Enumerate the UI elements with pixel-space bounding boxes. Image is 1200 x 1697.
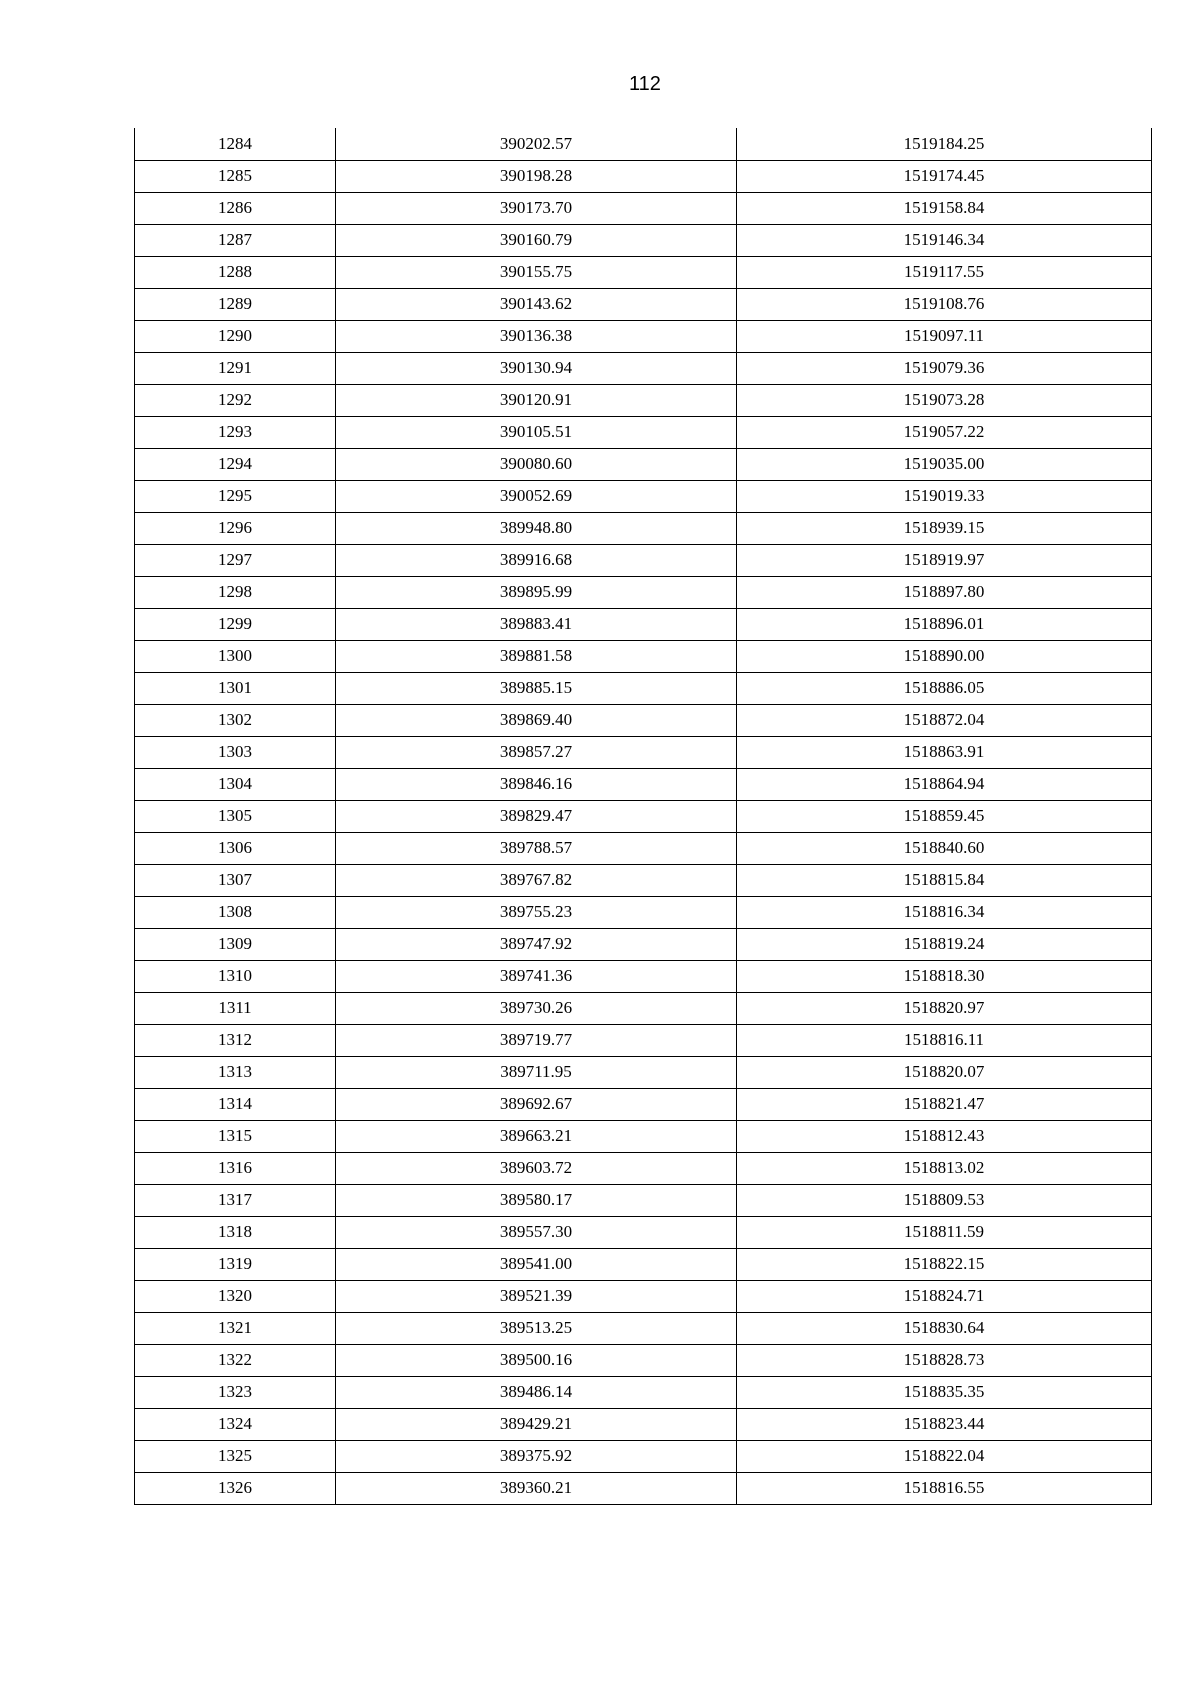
- coordinates-table: [134, 128, 1152, 1505]
- x-coordinate-cell: 389500.16: [336, 1344, 737, 1376]
- table-row: [135, 1440, 1152, 1472]
- point-number-cell: 1289: [135, 288, 336, 320]
- y-coordinate-cell: 1519146.34: [737, 224, 1152, 256]
- y-coordinate-cell: 1518822.04: [737, 1440, 1152, 1472]
- point-number-cell: 1319: [135, 1248, 336, 1280]
- y-coordinate-cell: 1518897.80: [737, 576, 1152, 608]
- table-row: [135, 1408, 1152, 1440]
- point-number-cell: 1323: [135, 1376, 336, 1408]
- x-coordinate-cell: 389360.21: [336, 1472, 737, 1504]
- x-coordinate-cell: 389429.21: [336, 1408, 737, 1440]
- point-number-cell: 1303: [135, 736, 336, 768]
- point-number-cell: 1295: [135, 480, 336, 512]
- y-coordinate-cell: 1518820.07: [737, 1056, 1152, 1088]
- table-row: [135, 1216, 1152, 1248]
- table-row: [135, 1312, 1152, 1344]
- table-row: [135, 1056, 1152, 1088]
- y-coordinate-cell: 1519117.55: [737, 256, 1152, 288]
- point-number-cell: 1285: [135, 160, 336, 192]
- x-coordinate-cell: 389711.95: [336, 1056, 737, 1088]
- x-coordinate-cell: 389747.92: [336, 928, 737, 960]
- y-coordinate-cell: 1519073.28: [737, 384, 1152, 416]
- table-row: [135, 960, 1152, 992]
- table-row: [135, 640, 1152, 672]
- x-coordinate-cell: 389788.57: [336, 832, 737, 864]
- point-number-cell: 1300: [135, 640, 336, 672]
- table-row: [135, 928, 1152, 960]
- table-row: [135, 128, 1152, 160]
- point-number-cell: 1307: [135, 864, 336, 896]
- point-number-cell: 1316: [135, 1152, 336, 1184]
- table-row: [135, 672, 1152, 704]
- point-number-cell: 1311: [135, 992, 336, 1024]
- point-number-cell: 1294: [135, 448, 336, 480]
- table-row: [135, 512, 1152, 544]
- table-row: [135, 1152, 1152, 1184]
- point-number-cell: 1302: [135, 704, 336, 736]
- table-row: [135, 352, 1152, 384]
- coordinates-table-body: [135, 128, 1152, 1504]
- y-coordinate-cell: 1519174.45: [737, 160, 1152, 192]
- x-coordinate-cell: 389869.40: [336, 704, 737, 736]
- table-row: [135, 160, 1152, 192]
- point-number-cell: 1325: [135, 1440, 336, 1472]
- x-coordinate-cell: 389513.25: [336, 1312, 737, 1344]
- point-number-cell: 1315: [135, 1120, 336, 1152]
- table-row: [135, 448, 1152, 480]
- table-row: [135, 1184, 1152, 1216]
- table-row: [135, 320, 1152, 352]
- table-row: [135, 832, 1152, 864]
- point-number-cell: 1288: [135, 256, 336, 288]
- x-coordinate-cell: 389846.16: [336, 768, 737, 800]
- y-coordinate-cell: 1518840.60: [737, 832, 1152, 864]
- point-number-cell: 1308: [135, 896, 336, 928]
- x-coordinate-cell: 389948.80: [336, 512, 737, 544]
- y-coordinate-cell: 1518824.71: [737, 1280, 1152, 1312]
- point-number-cell: 1326: [135, 1472, 336, 1504]
- y-coordinate-cell: 1518828.73: [737, 1344, 1152, 1376]
- y-coordinate-cell: 1518939.15: [737, 512, 1152, 544]
- x-coordinate-cell: 390202.57: [336, 128, 737, 160]
- y-coordinate-cell: 1518896.01: [737, 608, 1152, 640]
- point-number-cell: 1304: [135, 768, 336, 800]
- x-coordinate-cell: 390143.62: [336, 288, 737, 320]
- y-coordinate-cell: 1518818.30: [737, 960, 1152, 992]
- point-number-cell: 1313: [135, 1056, 336, 1088]
- point-number-cell: 1297: [135, 544, 336, 576]
- y-coordinate-cell: 1518812.43: [737, 1120, 1152, 1152]
- table-row: [135, 1248, 1152, 1280]
- x-coordinate-cell: 389730.26: [336, 992, 737, 1024]
- y-coordinate-cell: 1518872.04: [737, 704, 1152, 736]
- point-number-cell: 1286: [135, 192, 336, 224]
- table-row: [135, 736, 1152, 768]
- x-coordinate-cell: 390130.94: [336, 352, 737, 384]
- y-coordinate-cell: 1519184.25: [737, 128, 1152, 160]
- y-coordinate-cell: 1518822.15: [737, 1248, 1152, 1280]
- table-row: [135, 576, 1152, 608]
- x-coordinate-cell: 389895.99: [336, 576, 737, 608]
- point-number-cell: 1284: [135, 128, 336, 160]
- x-coordinate-cell: 389541.00: [336, 1248, 737, 1280]
- point-number-cell: 1299: [135, 608, 336, 640]
- point-number-cell: 1292: [135, 384, 336, 416]
- table-row: [135, 864, 1152, 896]
- y-coordinate-cell: 1518864.94: [737, 768, 1152, 800]
- y-coordinate-cell: 1518816.34: [737, 896, 1152, 928]
- point-number-cell: 1321: [135, 1312, 336, 1344]
- table-row: [135, 384, 1152, 416]
- table-row: [135, 704, 1152, 736]
- x-coordinate-cell: 390052.69: [336, 480, 737, 512]
- point-number-cell: 1290: [135, 320, 336, 352]
- y-coordinate-cell: 1518890.00: [737, 640, 1152, 672]
- table-row: [135, 224, 1152, 256]
- point-number-cell: 1301: [135, 672, 336, 704]
- table-row: [135, 544, 1152, 576]
- x-coordinate-cell: 389557.30: [336, 1216, 737, 1248]
- point-number-cell: 1306: [135, 832, 336, 864]
- x-coordinate-cell: 390155.75: [336, 256, 737, 288]
- y-coordinate-cell: 1519035.00: [737, 448, 1152, 480]
- table-row: [135, 768, 1152, 800]
- y-coordinate-cell: 1518816.55: [737, 1472, 1152, 1504]
- x-coordinate-cell: 389692.67: [336, 1088, 737, 1120]
- table-row: [135, 608, 1152, 640]
- y-coordinate-cell: 1519019.33: [737, 480, 1152, 512]
- point-number-cell: 1287: [135, 224, 336, 256]
- table-row: [135, 416, 1152, 448]
- y-coordinate-cell: 1518811.59: [737, 1216, 1152, 1248]
- table-row: [135, 256, 1152, 288]
- y-coordinate-cell: 1518835.35: [737, 1376, 1152, 1408]
- point-number-cell: 1318: [135, 1216, 336, 1248]
- x-coordinate-cell: 389881.58: [336, 640, 737, 672]
- x-coordinate-cell: 390198.28: [336, 160, 737, 192]
- point-number-cell: 1312: [135, 1024, 336, 1056]
- x-coordinate-cell: 389767.82: [336, 864, 737, 896]
- x-coordinate-cell: 389663.21: [336, 1120, 737, 1152]
- table-row: [135, 1344, 1152, 1376]
- x-coordinate-cell: 390080.60: [336, 448, 737, 480]
- x-coordinate-cell: 390160.79: [336, 224, 737, 256]
- y-coordinate-cell: 1518809.53: [737, 1184, 1152, 1216]
- x-coordinate-cell: 389829.47: [336, 800, 737, 832]
- table-row: [135, 288, 1152, 320]
- y-coordinate-cell: 1518819.24: [737, 928, 1152, 960]
- table-row: [135, 1088, 1152, 1120]
- point-number-cell: 1309: [135, 928, 336, 960]
- point-number-cell: 1314: [135, 1088, 336, 1120]
- y-coordinate-cell: 1518813.02: [737, 1152, 1152, 1184]
- table-row: [135, 480, 1152, 512]
- page-number: 112: [629, 73, 661, 95]
- y-coordinate-cell: 1518820.97: [737, 992, 1152, 1024]
- x-coordinate-cell: 390136.38: [336, 320, 737, 352]
- x-coordinate-cell: 390173.70: [336, 192, 737, 224]
- point-number-cell: 1296: [135, 512, 336, 544]
- table-row: [135, 192, 1152, 224]
- y-coordinate-cell: 1518919.97: [737, 544, 1152, 576]
- table-row: [135, 1472, 1152, 1504]
- y-coordinate-cell: 1518830.64: [737, 1312, 1152, 1344]
- table-row: [135, 1280, 1152, 1312]
- x-coordinate-cell: 389719.77: [336, 1024, 737, 1056]
- x-coordinate-cell: 389603.72: [336, 1152, 737, 1184]
- y-coordinate-cell: 1518816.11: [737, 1024, 1152, 1056]
- x-coordinate-cell: 389916.68: [336, 544, 737, 576]
- table-row: [135, 896, 1152, 928]
- y-coordinate-cell: 1518863.91: [737, 736, 1152, 768]
- x-coordinate-cell: 389755.23: [336, 896, 737, 928]
- y-coordinate-cell: 1518823.44: [737, 1408, 1152, 1440]
- table-row: [135, 992, 1152, 1024]
- point-number-cell: 1324: [135, 1408, 336, 1440]
- y-coordinate-cell: 1519057.22: [737, 416, 1152, 448]
- point-number-cell: 1317: [135, 1184, 336, 1216]
- y-coordinate-cell: 1519097.11: [737, 320, 1152, 352]
- y-coordinate-cell: 1518859.45: [737, 800, 1152, 832]
- x-coordinate-cell: 390105.51: [336, 416, 737, 448]
- point-number-cell: 1305: [135, 800, 336, 832]
- y-coordinate-cell: 1518886.05: [737, 672, 1152, 704]
- x-coordinate-cell: 389885.15: [336, 672, 737, 704]
- y-coordinate-cell: 1519108.76: [737, 288, 1152, 320]
- x-coordinate-cell: 389741.36: [336, 960, 737, 992]
- point-number-cell: 1298: [135, 576, 336, 608]
- y-coordinate-cell: 1519158.84: [737, 192, 1152, 224]
- point-number-cell: 1291: [135, 352, 336, 384]
- point-number-cell: 1293: [135, 416, 336, 448]
- y-coordinate-cell: 1518815.84: [737, 864, 1152, 896]
- table-row: [135, 1376, 1152, 1408]
- point-number-cell: 1322: [135, 1344, 336, 1376]
- point-number-cell: 1310: [135, 960, 336, 992]
- x-coordinate-cell: 389580.17: [336, 1184, 737, 1216]
- x-coordinate-cell: 389857.27: [336, 736, 737, 768]
- y-coordinate-cell: 1518821.47: [737, 1088, 1152, 1120]
- x-coordinate-cell: 389375.92: [336, 1440, 737, 1472]
- table-row: [135, 1024, 1152, 1056]
- table-row: [135, 1120, 1152, 1152]
- x-coordinate-cell: 389486.14: [336, 1376, 737, 1408]
- y-coordinate-cell: 1519079.36: [737, 352, 1152, 384]
- x-coordinate-cell: 389883.41: [336, 608, 737, 640]
- x-coordinate-cell: 389521.39: [336, 1280, 737, 1312]
- table-row: [135, 800, 1152, 832]
- point-number-cell: 1320: [135, 1280, 336, 1312]
- x-coordinate-cell: 390120.91: [336, 384, 737, 416]
